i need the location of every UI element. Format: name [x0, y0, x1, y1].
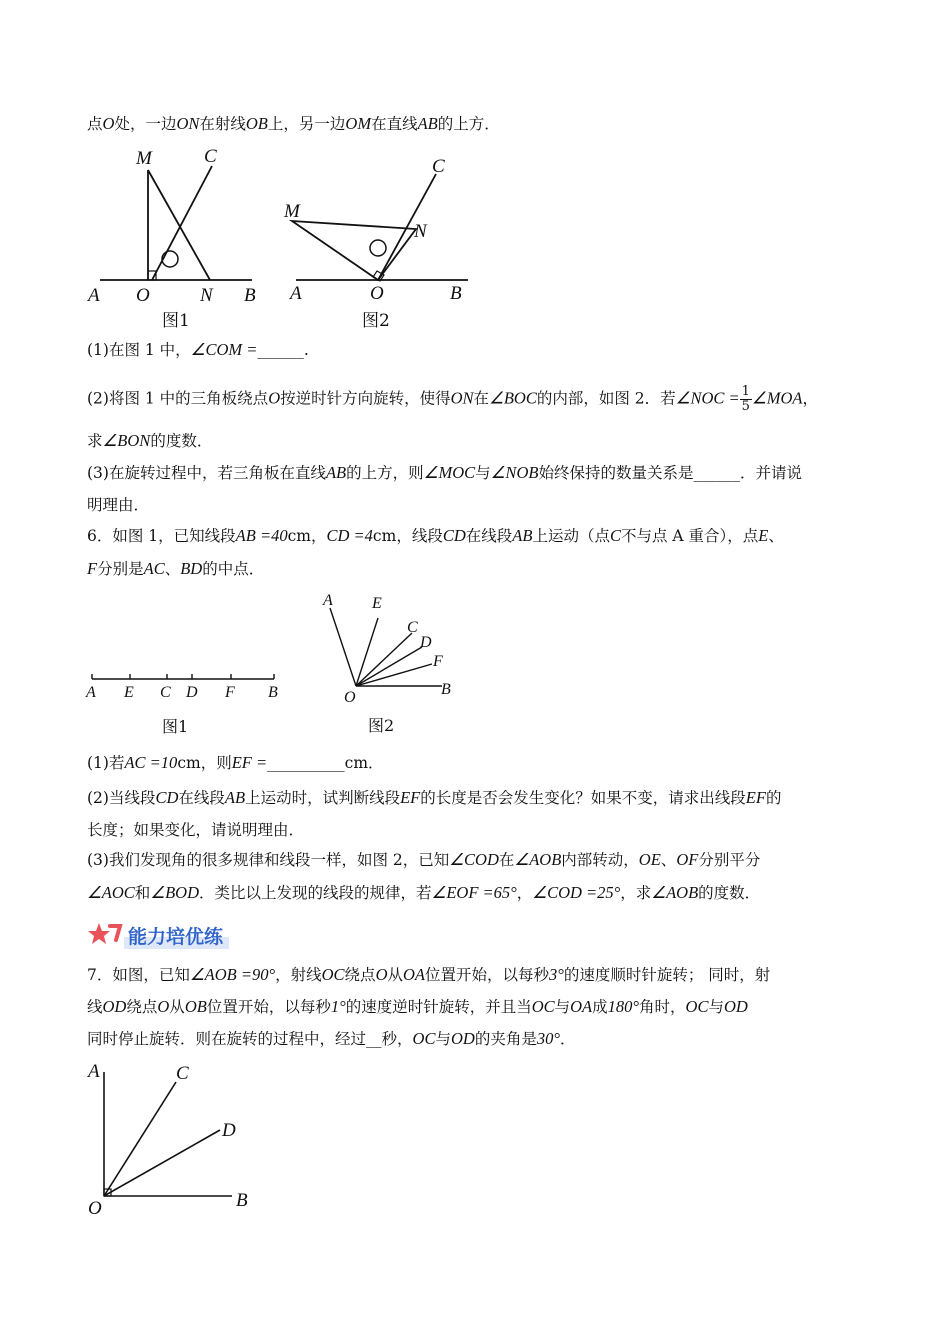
label-c: C — [432, 156, 445, 177]
text: 角时， — [639, 998, 686, 1016]
label-c: C — [407, 619, 418, 636]
caption: 图1 — [162, 311, 190, 331]
q5-part-3b — [87, 494, 149, 516]
math: OC — [412, 1029, 436, 1048]
numerator: 1 — [741, 384, 750, 399]
math: OD — [723, 997, 748, 1016]
math: ∠COD =25° — [532, 883, 621, 902]
text: 点 — [87, 115, 103, 133]
math: 1° — [330, 997, 346, 1016]
text: 在线段 — [178, 789, 225, 807]
label-c: C — [176, 1063, 189, 1084]
text: 与 — [708, 998, 724, 1016]
blank: __________ — [267, 754, 345, 772]
label-o: O — [88, 1198, 102, 1219]
text: 求 — [87, 432, 103, 450]
math: OM — [345, 114, 372, 133]
text: (1)在图 1 中， — [87, 341, 191, 359]
denominator: 5 — [741, 399, 750, 414]
text: ，射线 — [275, 966, 322, 984]
text: 6．如图 1，已知线段 — [87, 527, 236, 545]
text: 内部转动， — [561, 851, 639, 869]
label-n: N — [414, 221, 427, 242]
text: 的速度逆时针旋转，并且当 — [345, 998, 532, 1016]
text: (1)若 — [87, 754, 125, 772]
label-c: C — [204, 146, 217, 167]
text: 分别是 — [97, 560, 144, 578]
text: 上运动时，试判断线段 — [245, 789, 401, 807]
text: 与 — [554, 998, 571, 1016]
text: ．并请说 — [739, 464, 802, 482]
text: 位置开始，以每秒 — [206, 998, 331, 1016]
text: ，求 — [620, 884, 652, 902]
text: 按逆时针方向旋转，使得 — [280, 389, 451, 408]
label-m: M — [284, 201, 300, 222]
math: OA — [570, 997, 593, 1016]
text: 7．如图，已知 — [87, 966, 190, 984]
triangle-board — [292, 221, 416, 280]
math: O — [157, 997, 170, 1016]
ray-od — [104, 1130, 220, 1196]
text: ． — [559, 1030, 576, 1048]
text: 的内部，如图 2．若 — [536, 389, 676, 408]
label-a: A — [88, 1061, 100, 1082]
q6-figure-2 — [310, 588, 470, 738]
label-e: E — [124, 684, 134, 701]
math: ∠COM = — [190, 340, 258, 359]
q7-line-2 — [87, 996, 748, 1018]
text: 的上方． — [437, 115, 500, 133]
ray-oc — [104, 1082, 176, 1196]
label-a: A — [88, 285, 100, 306]
q5-part-1 — [87, 339, 309, 361]
text: 在射线 — [199, 115, 246, 133]
text: 长度；如果变化，请说明理由． — [87, 821, 305, 839]
triangle-hole — [162, 251, 178, 267]
text: . — [303, 341, 309, 359]
q7-figure — [80, 1060, 280, 1230]
text: ，则 — [200, 754, 232, 772]
blank: ______ — [257, 341, 304, 359]
math: OE — [638, 850, 661, 869]
text: 绕点 — [126, 998, 158, 1016]
math: ∠BOD — [150, 883, 200, 902]
math: AB — [224, 788, 246, 807]
q6-part-2 — [87, 787, 781, 809]
text: (3)在旋转过程中，若三角板在直线 — [87, 464, 326, 482]
label-f: F — [225, 684, 235, 701]
q6-intro-2 — [87, 558, 264, 580]
q5-part-2b — [87, 430, 212, 452]
math: OC — [321, 965, 345, 984]
text: 在 — [498, 851, 515, 869]
star-icon — [88, 922, 124, 948]
text: ， — [516, 884, 533, 902]
q6-intro — [87, 525, 784, 547]
label-b: B — [268, 684, 278, 701]
text: 同时停止旋转．则在旋转的过程中，经过 — [87, 1030, 367, 1048]
math: ∠EOF =65° — [431, 883, 517, 902]
text: (2)当线段 — [87, 789, 156, 807]
text: 、 — [768, 527, 784, 545]
text: 在 — [473, 389, 490, 408]
text: 处，一边 — [114, 115, 177, 133]
math: O — [102, 114, 115, 133]
math: 3° — [549, 965, 564, 984]
q5-intro — [87, 113, 500, 135]
math: EF = — [231, 753, 268, 772]
text: 的速度顺时针旋转； 同时，射 — [563, 966, 771, 984]
math: ∠AOB =90° — [189, 965, 276, 984]
text: 明理由． — [87, 496, 150, 514]
text: 在直线 — [371, 115, 418, 133]
text: 的 — [765, 789, 782, 807]
math: CD — [442, 526, 466, 545]
text: 上运动（点 — [532, 527, 610, 545]
math: ∠MOA — [751, 388, 803, 408]
caption: 图2 — [368, 716, 395, 735]
label-o: O — [370, 283, 384, 304]
label-c: C — [160, 684, 171, 701]
math: ∠AOB — [651, 883, 699, 902]
math: AC — [143, 559, 165, 578]
text: 分别平分 — [698, 851, 761, 869]
text: 在线段 — [465, 527, 513, 545]
label-a: A — [290, 283, 302, 304]
math: ON — [450, 388, 474, 408]
q5-figure-1 — [80, 140, 280, 340]
math: AB =40 — [235, 526, 288, 545]
q5-part-3 — [87, 462, 802, 484]
math: ∠NOC = — [675, 388, 740, 408]
math: E — [758, 526, 769, 545]
math: BD — [180, 559, 203, 578]
blank: ______ — [693, 464, 740, 482]
text: 和 — [134, 884, 151, 902]
text: 的长度是否会发生变化？如果不变，请求出线段 — [420, 789, 746, 807]
math: 30° — [536, 1029, 560, 1048]
label-o: O — [136, 285, 150, 306]
text: 上，另一边 — [267, 115, 346, 133]
text: ．类比以上发现的线段的规律，若 — [199, 884, 432, 902]
section-header — [88, 922, 229, 948]
text: 、 — [164, 560, 181, 578]
math: ∠NOB — [490, 463, 539, 482]
math: AB — [325, 463, 347, 482]
q7-line-1 — [87, 964, 770, 986]
unit: cm． — [344, 754, 384, 772]
section-title: 能力培优练 — [124, 922, 229, 949]
math: OC — [685, 997, 709, 1016]
math: CD — [155, 788, 179, 807]
label-a: A — [86, 684, 96, 701]
math: OD — [102, 997, 127, 1016]
q5-figure-2 — [280, 140, 480, 340]
text: 从 — [169, 998, 185, 1016]
text: 绕点 — [344, 966, 376, 984]
math: ∠AOC — [87, 883, 135, 902]
triangle-hole — [370, 240, 386, 256]
ray-od — [356, 647, 422, 686]
text: 从 — [387, 966, 403, 984]
q6-part-3 — [87, 849, 760, 871]
text: 与 — [475, 464, 491, 482]
math: AB — [417, 114, 438, 133]
math: AC =10 — [124, 753, 178, 772]
label-n: N — [200, 285, 213, 306]
ray-oa — [330, 608, 356, 686]
math: ∠BON — [102, 431, 151, 450]
label-f: F — [433, 653, 443, 670]
label-o: O — [344, 689, 356, 706]
text: ，线段 — [396, 527, 443, 545]
text: 秒， — [381, 1030, 413, 1048]
math: C — [609, 526, 621, 545]
text: ， — [802, 389, 818, 408]
q6-part-2b — [87, 819, 304, 841]
math: OB — [184, 997, 207, 1016]
label-d: D — [186, 684, 198, 701]
caption: 图2 — [362, 311, 390, 331]
q7-line-3 — [87, 1028, 575, 1050]
math: ∠AOB — [514, 850, 562, 869]
text: 的上方，则 — [346, 464, 424, 482]
math: AB — [512, 526, 533, 545]
math: F — [87, 559, 98, 578]
math: O — [375, 965, 388, 984]
math: ON — [176, 114, 200, 133]
math: OA — [403, 965, 425, 984]
text: 始终保持的数量关系是 — [538, 464, 694, 482]
text: 与 — [435, 1030, 451, 1048]
label-b: B — [236, 1190, 248, 1211]
text: 、 — [660, 851, 677, 869]
math: OD — [450, 1029, 475, 1048]
math: CD =4 — [326, 526, 373, 545]
math: OC — [531, 997, 555, 1016]
label-b: B — [441, 681, 451, 698]
q6-part-3b — [87, 882, 760, 904]
text: ， — [310, 527, 327, 545]
fraction — [740, 385, 752, 414]
math: EF — [745, 788, 766, 807]
math: OF — [676, 850, 699, 869]
blank: __ — [366, 1030, 382, 1048]
math: EF — [400, 788, 421, 807]
text: 的夹角是 — [474, 1030, 537, 1048]
label-d: D — [222, 1120, 236, 1141]
label-a: A — [323, 592, 333, 609]
text: 不与点 A 重合），点 — [620, 527, 759, 545]
ray-oc — [152, 166, 212, 280]
label-b: B — [244, 285, 256, 306]
label-d: D — [420, 634, 432, 651]
text: 位置开始，以每秒 — [425, 966, 550, 984]
unit: cm — [287, 527, 311, 545]
q6-part-1 — [87, 752, 384, 774]
q6-figure-1 — [80, 660, 290, 740]
text: (2)将图 1 中的三角板绕点 — [87, 389, 269, 408]
math: O — [268, 388, 281, 408]
text: 成 — [592, 998, 608, 1016]
math: 180° — [607, 997, 640, 1016]
caption: 图1 — [162, 717, 189, 736]
label-b: B — [450, 283, 462, 304]
math: ∠BOC — [489, 388, 537, 408]
text: (3)我们发现角的很多规律和线段一样，如图 2，已知 — [87, 851, 450, 869]
text: 的中点． — [202, 560, 265, 578]
label-e: E — [372, 595, 382, 612]
q5-part-2 — [87, 385, 818, 414]
label-m: M — [136, 148, 152, 169]
math: OB — [245, 114, 268, 133]
text: 的度数． — [150, 432, 213, 450]
unit: cm — [372, 527, 397, 545]
math: ∠COD — [449, 850, 499, 869]
text: 的度数． — [698, 884, 761, 902]
text: 线 — [87, 998, 103, 1016]
math: ∠MOC — [423, 463, 476, 482]
unit: cm — [177, 754, 201, 772]
